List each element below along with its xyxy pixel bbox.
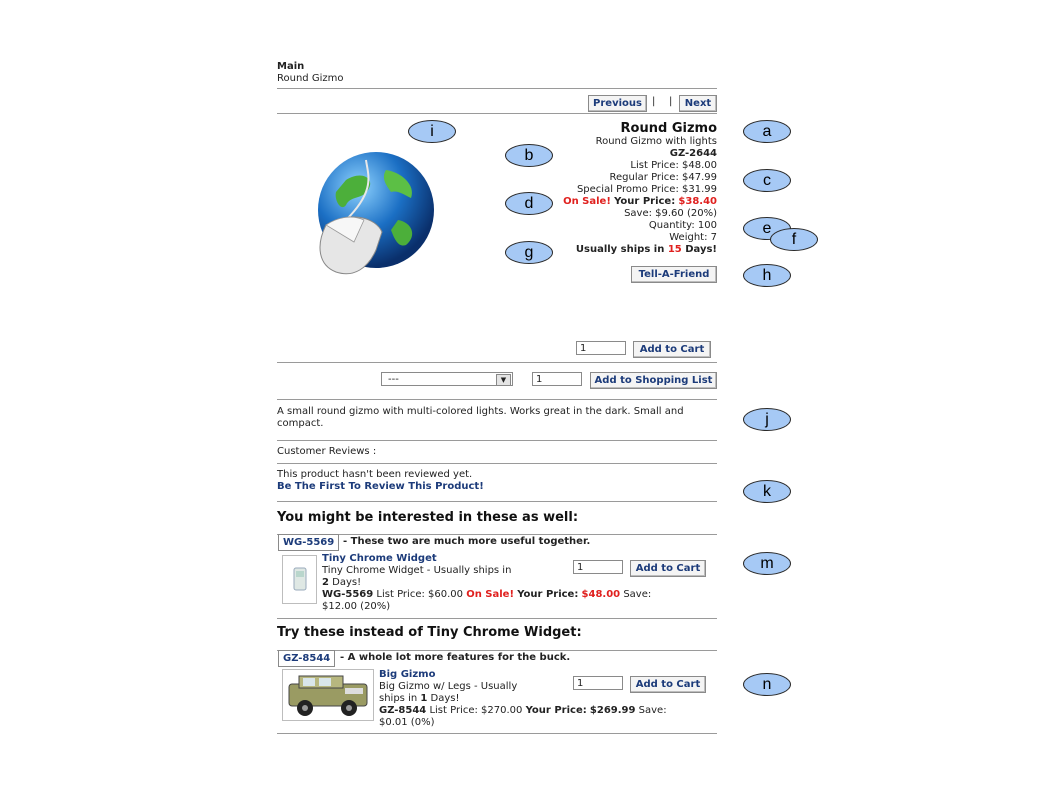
globe-mouse-icon bbox=[306, 150, 436, 280]
related-days: 2 Days! bbox=[322, 577, 362, 588]
callout-n: n bbox=[743, 673, 791, 696]
divider bbox=[277, 618, 717, 619]
truck-icon bbox=[283, 670, 373, 720]
callout-e: e bbox=[743, 217, 791, 240]
divider bbox=[277, 399, 717, 400]
alternative-add-to-cart-button[interactable]: Add to Cart bbox=[630, 676, 706, 693]
save-amount: Save: $9.60 (20%) bbox=[624, 208, 717, 219]
product-image bbox=[306, 150, 436, 280]
callout-g: g bbox=[505, 241, 553, 264]
divider bbox=[277, 440, 717, 441]
breadcrumb-current: Round Gizmo bbox=[277, 73, 344, 84]
divider bbox=[277, 501, 717, 502]
product-subtitle: Round Gizmo with lights bbox=[595, 136, 717, 147]
nav-separator: | bbox=[652, 96, 656, 107]
divider bbox=[277, 534, 717, 535]
alternative-desc: Big Gizmo w/ Legs - Usually bbox=[379, 681, 518, 692]
chevron-down-icon[interactable]: ▼ bbox=[496, 374, 511, 386]
reviews-header: Customer Reviews : bbox=[277, 446, 377, 457]
divider bbox=[277, 733, 717, 734]
next-button[interactable]: Next bbox=[679, 95, 717, 112]
list-price: List Price: $48.00 bbox=[630, 160, 717, 171]
related-sku-tag[interactable]: WG-5569 bbox=[278, 534, 339, 551]
divider bbox=[277, 113, 717, 114]
alternative-thumbnail[interactable] bbox=[282, 669, 374, 721]
phone-icon bbox=[283, 556, 316, 603]
alternative-qty-input[interactable]: 1 bbox=[573, 676, 623, 690]
product-title: Round Gizmo bbox=[620, 121, 717, 136]
alternative-save-value: $0.01 (0%) bbox=[379, 717, 435, 728]
callout-i: i bbox=[408, 120, 456, 143]
regular-price: Regular Price: $47.99 bbox=[609, 172, 717, 183]
add-to-cart-button[interactable]: Add to Cart bbox=[633, 341, 711, 358]
quantity-input[interactable]: 1 bbox=[576, 341, 626, 355]
promo-price: Special Promo Price: $31.99 bbox=[576, 184, 717, 195]
no-reviews-text: This product hasn't been reviewed yet. bbox=[277, 469, 473, 480]
divider bbox=[277, 650, 717, 651]
alternative-heading: Try these instead of Tiny Chrome Widget: bbox=[277, 625, 582, 640]
related-save-value: $12.00 (20%) bbox=[322, 601, 391, 612]
callout-f: f bbox=[770, 228, 818, 251]
alternative-ships: ships in 1 Days! bbox=[379, 693, 460, 704]
your-price-value: $38.40 bbox=[678, 196, 717, 207]
alternative-product-name[interactable]: Big Gizmo bbox=[379, 669, 436, 680]
divider bbox=[277, 463, 717, 464]
nav-separator: | bbox=[669, 96, 673, 107]
related-product-name[interactable]: Tiny Chrome Widget bbox=[322, 553, 437, 564]
tell-a-friend-button[interactable]: Tell-A-Friend bbox=[631, 266, 717, 283]
related-qty-input[interactable]: 1 bbox=[573, 560, 623, 574]
divider bbox=[277, 88, 717, 89]
related-price-line: WG-5569 List Price: $60.00 On Sale! Your Price: $48.00 Save: bbox=[322, 589, 652, 600]
alternative-price-line: GZ-8544 List Price: $270.00 Your Price: $269.99 Save: bbox=[379, 705, 667, 716]
on-sale-label: On Sale! bbox=[563, 196, 611, 207]
alternative-note: - A whole lot more features for the buck. bbox=[340, 652, 571, 663]
your-price-label: Your Price: bbox=[614, 196, 676, 207]
add-to-shopping-list-button[interactable]: Add to Shopping List bbox=[590, 372, 717, 389]
callout-j: j bbox=[743, 408, 791, 431]
first-review-link[interactable]: Be The First To Review This Product! bbox=[277, 481, 484, 492]
callout-c: c bbox=[743, 169, 791, 192]
ships-days: 15 bbox=[667, 244, 682, 255]
product-description: A small round gizmo with multi-colored lights. Works great in the dark. Small and compact. bbox=[277, 406, 684, 429]
breadcrumb-main[interactable]: Main bbox=[277, 61, 305, 72]
related-heading: You might be interested in these as well: bbox=[277, 510, 579, 525]
alternative-sku-tag[interactable]: GZ-8544 bbox=[278, 650, 335, 667]
related-desc: Tiny Chrome Widget - Usually ships in bbox=[322, 565, 512, 576]
related-note: - These two are much more useful together. bbox=[343, 536, 591, 547]
related-add-to-cart-button[interactable]: Add to Cart bbox=[630, 560, 706, 577]
callout-b: b bbox=[505, 144, 553, 167]
quantity: Quantity: 100 bbox=[648, 220, 717, 231]
divider bbox=[277, 362, 717, 363]
callout-h: h bbox=[743, 264, 791, 287]
callout-k: k bbox=[743, 480, 791, 503]
callout-m: m bbox=[743, 552, 791, 575]
shopping-list-select[interactable]: --- ▼ bbox=[381, 372, 513, 386]
shopping-list-qty-input[interactable]: 1 bbox=[532, 372, 582, 386]
ships-info: Usually ships in 15 Days! bbox=[575, 244, 717, 255]
previous-button[interactable]: Previous bbox=[588, 95, 647, 112]
weight: Weight: 7 bbox=[669, 232, 717, 243]
product-sku: GZ-2644 bbox=[669, 148, 717, 159]
callout-a: a bbox=[743, 120, 791, 143]
callout-d: d bbox=[505, 192, 553, 215]
related-thumbnail[interactable] bbox=[282, 555, 317, 604]
